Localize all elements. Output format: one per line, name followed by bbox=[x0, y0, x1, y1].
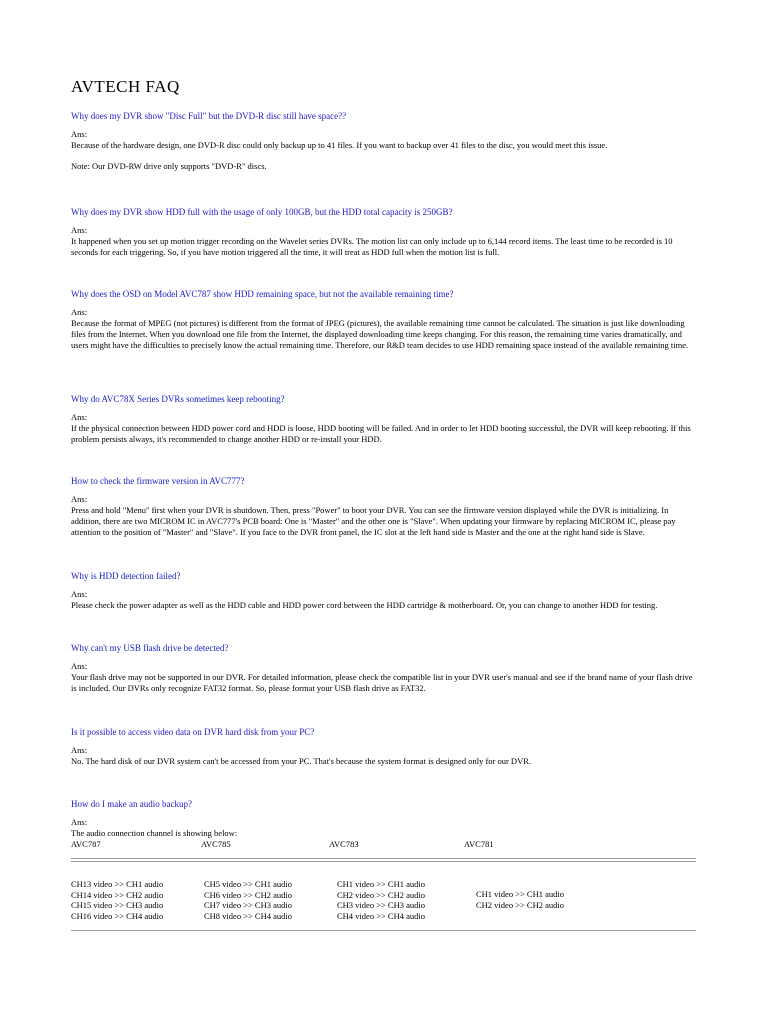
faq-question: How do I make an audio backup? bbox=[71, 799, 192, 809]
faq-item-osd-remaining bbox=[71, 289, 696, 351]
faq-item-pc-access bbox=[71, 727, 696, 767]
answer-paragraph: Ans: If the physical connection between HDD power cord and HDD is loose, HDD booting will be failed. And in order to let HDD booting successful, the DVR will keep rebooting. If this problem persists always, it's recommended to change another HDD or re-install your HDD. bbox=[71, 412, 691, 444]
channel-mapping: CH1 video >> CH1 audio bbox=[337, 879, 425, 889]
channel-mapping: CH16 video >> CH4 audio bbox=[71, 910, 164, 921]
audio-column-avc781 bbox=[476, 889, 564, 910]
answer-paragraph: Ans: Because of the hardware design, one DVD-R disc could only backup up to 41 files. If you want to backup over 41 files to the disc, you would meet this issue. bbox=[71, 129, 608, 150]
audio-column-avc785 bbox=[204, 879, 292, 921]
channel-mapping: CH3 video >> CH3 audio bbox=[337, 900, 425, 910]
faq-item-hdd-full bbox=[71, 207, 696, 258]
faq-question: Why does my DVR show HDD full with the usage of only 100GB, but the HDD total capacity is 250GB? bbox=[71, 207, 453, 217]
faq-answer bbox=[71, 589, 696, 611]
faq-item-audio-backup bbox=[71, 799, 696, 839]
answer-paragraph: Ans: No. The hard disk of our DVR system can't be accessed from your PC. That's because the system format is designed only for our DVR. bbox=[71, 745, 532, 766]
answer-paragraph: Ans: Please check the power adapter as well as the HDD cable and HDD power cord between the HDD cartridge & motherboard. Or, you can change to another HDD for testing. bbox=[71, 589, 658, 610]
channel-mapping: CH6 video >> CH2 audio bbox=[204, 889, 292, 900]
faq-answer bbox=[71, 745, 696, 767]
audio-column-avc787 bbox=[71, 879, 163, 921]
faq-item-rebooting bbox=[71, 394, 696, 445]
faq-question: Why can't my USB flash drive be detected? bbox=[71, 643, 229, 653]
channel-mapping: CH8 video >> CH4 audio bbox=[204, 910, 292, 921]
audio-column-avc783 bbox=[337, 879, 425, 921]
page-title: AVTECH FAQ bbox=[71, 77, 180, 96]
faq-item-hdd-detection bbox=[71, 571, 696, 611]
channel-mapping: CH13 video >> CH1 audio bbox=[71, 879, 164, 889]
channel-mapping: CH7 video >> CH3 audio bbox=[204, 900, 292, 910]
channel-mapping: CH1 video >> CH1 audio bbox=[476, 889, 564, 899]
faq-answer bbox=[71, 661, 696, 694]
table-rule bbox=[71, 861, 696, 862]
faq-answer bbox=[71, 307, 696, 351]
column-header-avc785: AVC785 bbox=[201, 839, 231, 849]
faq-answer bbox=[71, 225, 696, 258]
channel-mapping: CH2 video >> CH2 audio bbox=[476, 899, 564, 910]
faq-answer bbox=[71, 817, 696, 839]
faq-question: Is it possible to access video data on DVR hard disk from your PC? bbox=[71, 727, 315, 737]
faq-answer bbox=[71, 412, 696, 445]
answer-paragraph: Ans: The audio connection channel is showing below: bbox=[71, 817, 238, 838]
faq-item-usb-flash bbox=[71, 643, 696, 694]
table-bottom-rule bbox=[71, 930, 696, 931]
faq-answer bbox=[71, 129, 696, 172]
answer-paragraph: Ans: Press and hold "Menu" first when your DVR is shutdown. Then, press "Power" to boot your DVR. You can see the firmware version displayed while the DVR is initializing. In addition, there are two MICROM IC in AVC777's PCB board: One is "Master" and the other one is "Slave". When updating your firmware by replacing MICROM IC, please pay attention to the position of "Master" and "Slave". If you face to the DVR front panel, the IC slot at the left hand side is Master and the one at the right hand side is Slave. bbox=[71, 494, 676, 537]
channel-mapping: CH4 video >> CH4 audio bbox=[337, 910, 425, 921]
faq-question: Why do AVC78X Series DVRs sometimes keep rebooting? bbox=[71, 394, 285, 404]
faq-item-disc-full bbox=[71, 111, 696, 172]
channel-mapping: CH15 video >> CH3 audio bbox=[71, 900, 164, 910]
channel-mapping: CH14 video >> CH2 audio bbox=[71, 889, 164, 900]
faq-answer bbox=[71, 494, 696, 538]
faq-question: Why does my DVR show "Disc Full" but the DVD-R disc still have space?? bbox=[71, 111, 347, 121]
audio-table-header bbox=[71, 839, 696, 851]
faq-question: Why is HDD detection failed? bbox=[71, 571, 181, 581]
answer-paragraph: Ans: Because the format of MPEG (not pictures) is different from the format of JPEG (pictures), the available remaining time cannot be calculated. The situation is just like downloading files from the Internet. When you download one file from the Internet, the displayed downloading time keeps changing. For this reason, the remaining time varies dramatically, and users might have the difficulties to precisely know the actual remaining time. Therefore, our R&D team decides to use HDD remaining space instead of the available remaining time. bbox=[71, 307, 689, 350]
channel-mapping: CH2 video >> CH2 audio bbox=[337, 889, 425, 900]
faq-question: Why does the OSD on Model AVC787 show HDD remaining space, but not the available remaining time? bbox=[71, 289, 454, 299]
table-rule bbox=[71, 858, 696, 859]
answer-note: Note: Our DVD-RW drive only supports "DVD-R" discs. bbox=[71, 161, 267, 171]
faq-item-firmware-version bbox=[71, 476, 696, 538]
column-header-avc787: AVC787 bbox=[71, 839, 101, 849]
column-header-avc781: AVC781 bbox=[464, 839, 494, 849]
answer-paragraph: Ans: Your flash drive may not be supported in our DVR. For detailed information, please check the compatible list in your DVR user's manual and see if the brand name of your flash drive is included. Our DVRs only recognize FAT32 format. So, please format your USB flash drive as FAT32. bbox=[71, 661, 693, 693]
faq-question: How to check the firmware version in AVC777? bbox=[71, 476, 245, 486]
answer-paragraph: Ans: It happened when you set up motion trigger recording on the Wavelet series DVRs. The motion list can only include up to 6,144 record items. The least time to be recorded is 10 seconds for each triggering. So, if you have motion triggered all the time, it will treat as HDD full when the motion list is full. bbox=[71, 225, 673, 257]
channel-mapping: CH5 video >> CH1 audio bbox=[204, 879, 292, 889]
column-header-avc783: AVC783 bbox=[329, 839, 359, 849]
